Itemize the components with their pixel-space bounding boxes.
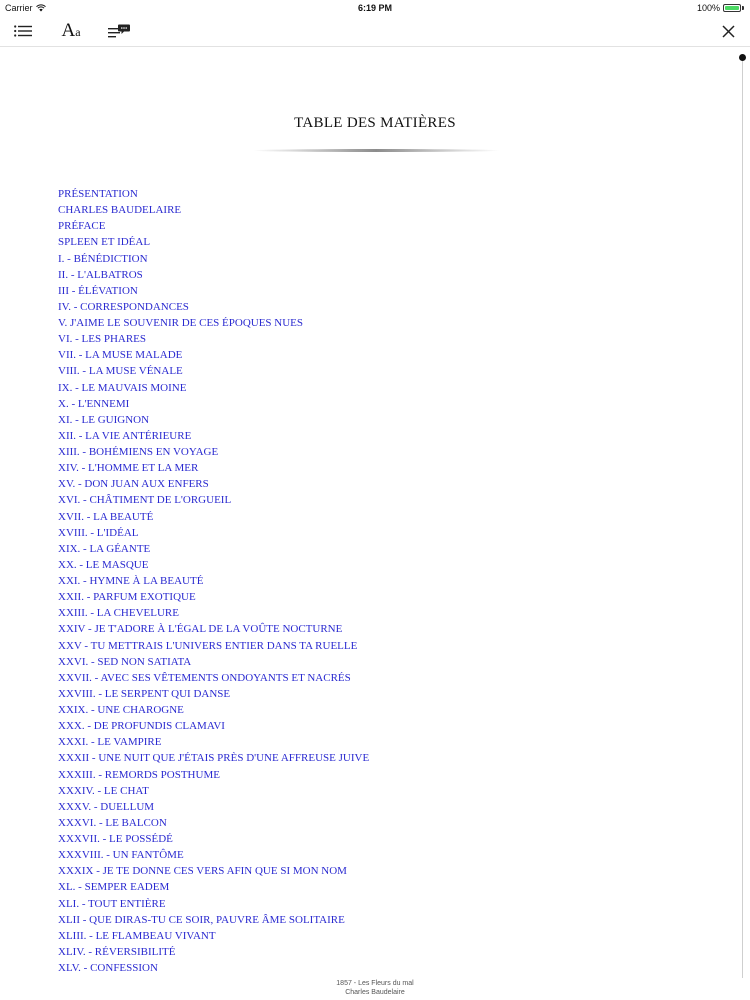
toc-link[interactable]: XVIII. - L'IDÉAL xyxy=(58,526,139,539)
toc-link[interactable]: XXXI. - LE VAMPIRE xyxy=(58,736,162,749)
toc-link[interactable]: IV. - CORRESPONDANCES xyxy=(58,300,189,313)
toc-link[interactable]: V. J'AIME LE SOUVENIR DE CES ÉPOQUES NUES xyxy=(58,317,304,329)
toc-link[interactable]: VI. - LES PHARES xyxy=(58,333,147,346)
status-time: 6:19 PM xyxy=(357,3,392,13)
toc-link[interactable]: XI. - LE GUIGNON xyxy=(58,413,150,426)
page-footer xyxy=(0,979,750,997)
toc-link[interactable]: XXXVI. - LE BALCON xyxy=(58,816,167,829)
toc-link[interactable]: XX. - LE MASQUE xyxy=(58,558,149,571)
toc-link[interactable]: X. - L'ENNEMI xyxy=(58,397,130,410)
toc-link[interactable]: XLII - QUE DIRAS-TU CE SOIR, PAUVRE ÂME SOLITAIRE xyxy=(58,913,345,926)
toc-link[interactable]: VIII. - LA MUSE VÉNALE xyxy=(58,365,183,378)
toc-link[interactable]: IX. - LE MAUVAIS MOINE xyxy=(58,381,187,394)
toc-link[interactable]: XIX. - LA GÉANTE xyxy=(58,542,151,555)
toc-link[interactable]: XV. - DON JUAN AUX ENFERS xyxy=(58,478,209,491)
list-icon xyxy=(14,25,32,37)
toc-link[interactable]: CHARLES BAUDELAIRE xyxy=(58,204,182,217)
battery-tip xyxy=(742,6,744,10)
toc-link[interactable]: XXI. - HYMNE À LA BEAUTÉ xyxy=(58,575,204,587)
toc-link[interactable]: XL. - SEMPER EADEM xyxy=(58,881,170,894)
carrier-label: Carrier xyxy=(5,3,33,13)
toc-link[interactable]: PRÉFACE xyxy=(58,220,106,233)
toc-link[interactable]: XXXIX - JE TE DONNE CES VERS AFIN QUE SI MON NOM xyxy=(58,865,347,878)
toc-link[interactable]: XXIV - JE T'ADORE À L'ÉGAL DE LA VOÛTE NOCTURNE xyxy=(58,623,343,636)
reader-toolbar xyxy=(0,16,750,47)
toc-list xyxy=(58,186,369,976)
font-size-icon: Aa xyxy=(61,20,81,41)
battery-percent: 100% xyxy=(696,3,720,13)
toc-link[interactable]: XVI. - CHÂTIMENT DE L'ORGUEIL xyxy=(58,494,232,507)
toc-link[interactable]: XII. - LA VIE ANTÉRIEURE xyxy=(58,429,192,442)
toc-link[interactable]: XVII. - LA BEAUTÉ xyxy=(58,510,154,523)
toc-link[interactable]: XLI. - TOUT ENTIÈRE xyxy=(58,897,166,910)
toc-link[interactable]: SPLEEN ET IDÉAL xyxy=(58,236,151,249)
toc-link[interactable]: XLIII. - LE FLAMBEAU VIVANT xyxy=(58,929,216,942)
toc-link[interactable]: XXIX. - UNE CHAROGNE xyxy=(58,704,184,716)
title-divider xyxy=(252,149,500,152)
notes-button[interactable] xyxy=(106,20,132,42)
toc-link[interactable]: XXXVII. - LE POSSÉDÉ xyxy=(58,833,173,845)
toc-link[interactable]: XIV. - L'HOMME ET LA MER xyxy=(58,462,199,475)
toc-link[interactable]: XLV. - CONFESSION xyxy=(58,962,158,974)
battery-icon xyxy=(723,4,741,12)
toc-link[interactable]: XXV - TU METTRAIS L'UNIVERS ENTIER DANS TA RUELLE xyxy=(58,639,358,652)
battery-group xyxy=(697,3,744,13)
close-button[interactable] xyxy=(718,20,738,42)
toc-link[interactable]: XXXIII. - REMORDS POSTHUME xyxy=(58,768,220,781)
toc-link[interactable]: XIII. - BOHÉMIENS EN VOYAGE xyxy=(58,446,219,458)
close-icon xyxy=(722,25,735,38)
status-bar xyxy=(0,0,750,16)
toc-link[interactable]: VII. - LA MUSE MALADE xyxy=(58,349,183,362)
toc-link[interactable]: I. - BÉNÉDICTION xyxy=(58,252,148,265)
toc-link[interactable]: XXXIV. - LE CHAT xyxy=(58,784,149,797)
toc-link[interactable]: XXVI. - SED NON SATIATA xyxy=(58,655,192,668)
toc-button[interactable] xyxy=(12,20,34,42)
scroll-handle[interactable] xyxy=(739,54,746,61)
toc-link[interactable]: XXXV. - DUELLUM xyxy=(58,800,155,813)
toc-link[interactable]: XXII. - PARFUM EXOTIQUE xyxy=(58,591,196,604)
toc-link[interactable]: XLIV. - RÉVERSIBILITÉ xyxy=(58,945,176,958)
font-settings-button[interactable] xyxy=(58,20,84,42)
toc-link[interactable]: XXXII - UNE NUIT QUE J'ÉTAIS PRÈS D'UNE AFFREUSE JUIVE xyxy=(58,752,370,765)
toc-link[interactable]: PRÉSENTATION xyxy=(58,188,138,200)
toc-link[interactable]: II. - L'ALBATROS xyxy=(58,268,143,281)
footer-book-title: 1857 - Les Fleurs du mal xyxy=(336,980,414,987)
notes-icon xyxy=(108,24,130,38)
page-title: TABLE DES MATIÈRES xyxy=(294,115,456,131)
toc-link[interactable]: XXXVIII. - UN FANTÔME xyxy=(58,849,184,862)
toc-link[interactable]: XXVIII. - LE SERPENT QUI DANSE xyxy=(58,687,231,700)
toc-link[interactable]: III - ÉLÉVATION xyxy=(58,284,138,297)
toc-link[interactable]: XXVII. - AVEC SES VÊTEMENTS ONDOYANTS ET NACRÉS xyxy=(58,671,351,684)
scroll-track[interactable] xyxy=(742,58,743,978)
footer-author: Charles Baudelaire xyxy=(345,989,405,996)
toc-link[interactable]: XXX. - DE PROFUNDIS CLAMAVI xyxy=(58,720,225,733)
toc-link[interactable]: XXIII. - LA CHEVELURE xyxy=(58,607,179,620)
battery-fill xyxy=(725,6,739,10)
